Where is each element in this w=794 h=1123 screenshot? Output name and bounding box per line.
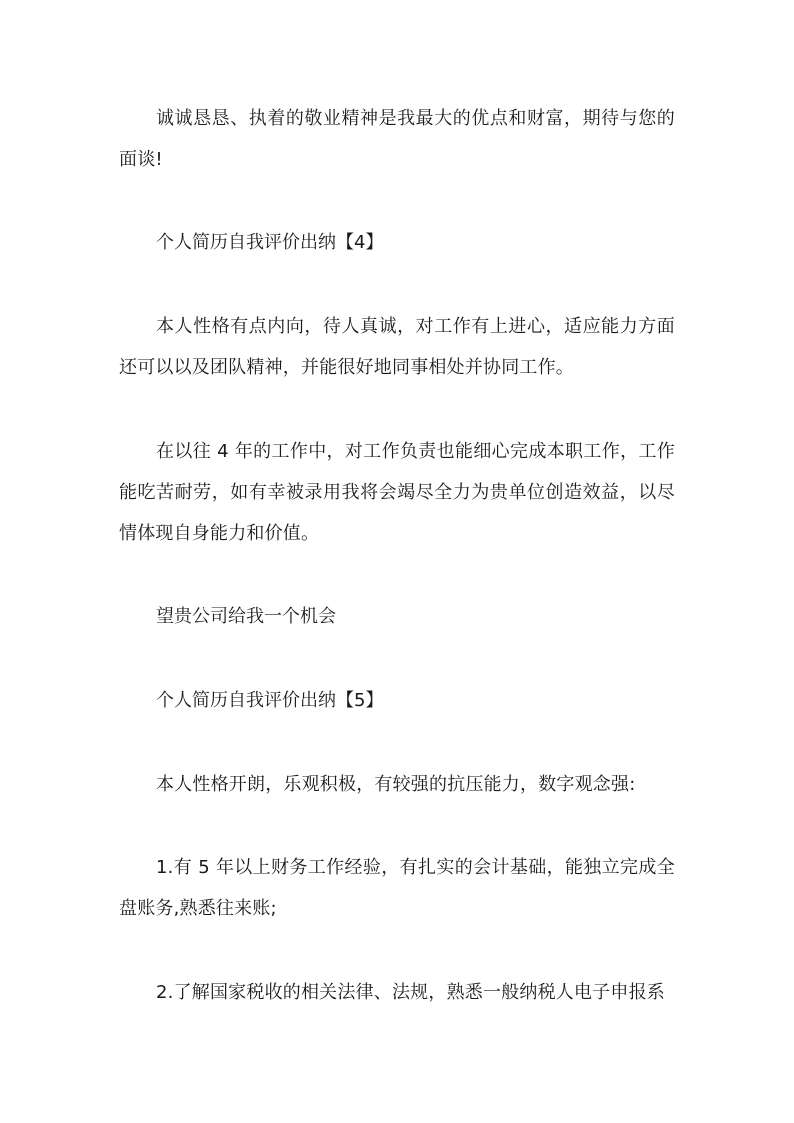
self-evaluation-paragraph-1: 本人性格有点内向，待人真诚，对工作有上进心，适应能力方面还可以以及团队精神，并能很好地同事相处并协同工作。 — [119, 316, 675, 378]
list-item-1: 1.有 5 年以上财务工作经验，有扎实的会计基础，能独立完成全盘账务,熟悉往来账; — [119, 857, 675, 919]
list-item-2: 2.了解国家税收的相关法律、法规，熟悉一般纳税人电子申报系 — [156, 982, 665, 1003]
closing-paragraph: 诚诚恳恳、执着的敬业精神是我最大的优点和财富，期待与您的面谈! — [119, 108, 675, 170]
section-heading-4: 个人简历自我评价出纳【4】 — [156, 232, 384, 253]
personality-paragraph: 本人性格开朗，乐观积极，有较强的抗压能力，数字观念强: — [156, 774, 636, 795]
self-evaluation-paragraph-2: 在以往 4 年的工作中，对工作负责也能细心完成本职工作，工作能吃苦耐劳，如有幸被录用我将会竭尽全力为贵单位创造效益，以尽情体现自身能力和价值。 — [119, 441, 675, 544]
section-heading-5: 个人简历自我评价出纳【5】 — [156, 690, 384, 711]
closing-line: 望贵公司给我一个机会 — [156, 606, 336, 627]
